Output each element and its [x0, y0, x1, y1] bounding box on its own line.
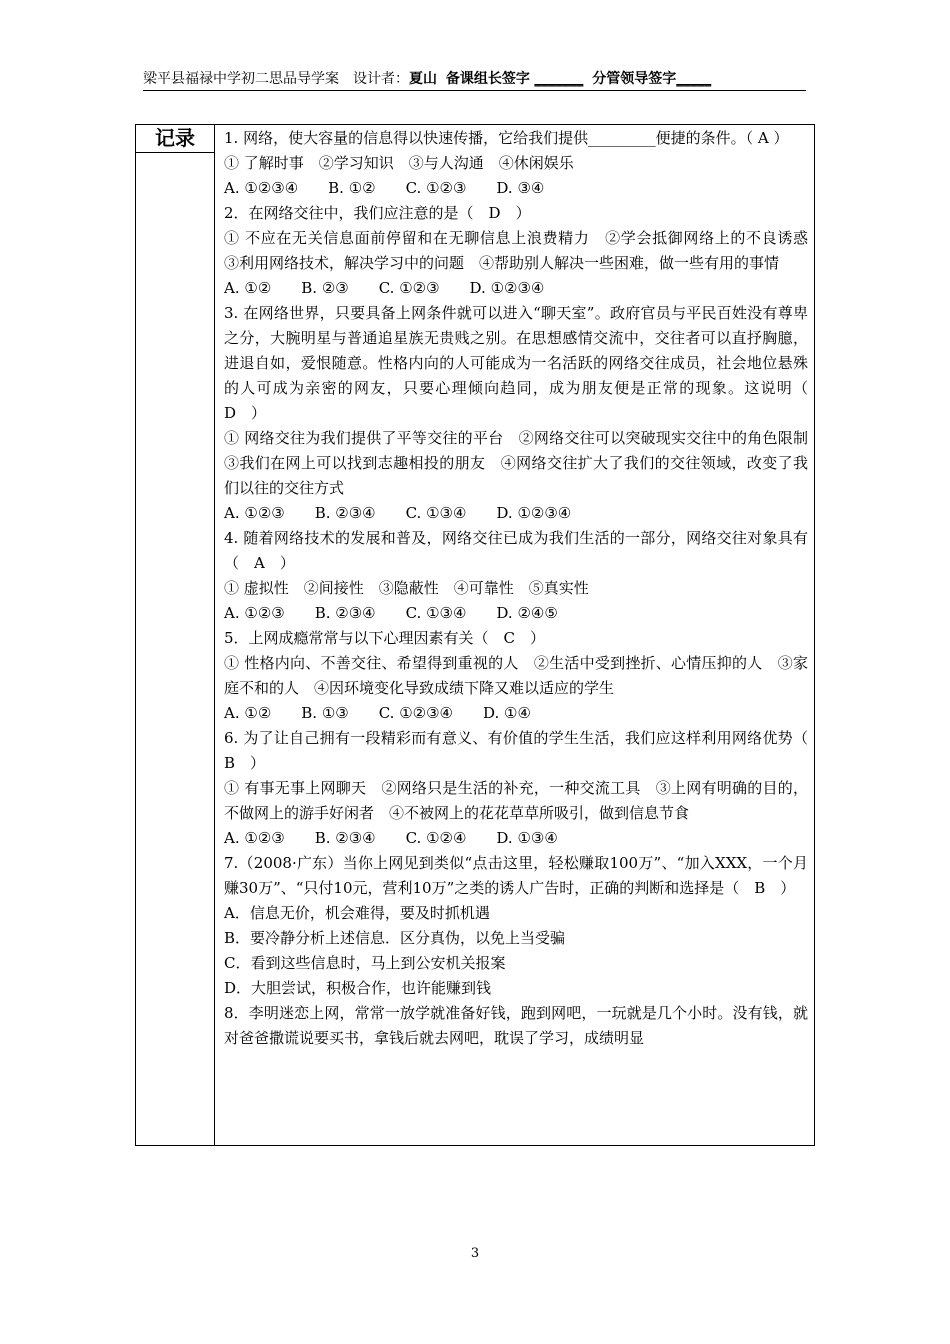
content-line: 5．上网成瘾常常与以下心理因素有关（ C ）	[224, 629, 546, 647]
content-line: 1. 网络，使大容量的信息得以快速传播，它给我们提供_________便捷的条件。（ A ）	[224, 129, 789, 147]
page-number: 3	[470, 1246, 480, 1261]
content-line: 3. 在网络世界，只要具备上网条件就可以进入“聊天室”。政府官员与平民百姓没有尊卑之分，大腕明星与普通追星族无贵贱之别。在思想感情交流中，交往者可以直抒胸臆，进退自如，爱恨随意。性格内向的人可能成为一名活跃的网络交往成员，社会地位悬殊的人可成为亲密的网友，只要心理倾向趋同，成为朋友便是正常的现象。这说明（ D ）	[224, 304, 824, 422]
content-line: ① 性格内向、不善交往、希望得到重视的人 ②生活中受到挫折、心情压抑的人 ③家庭不和的人 ④因环境变化导致成绩下降又难以适应的学生	[224, 654, 808, 697]
content-line: ① 虚拟性 ②间接性 ③隐蔽性 ④可靠性 ⑤真实性	[224, 579, 589, 597]
question-content	[224, 126, 824, 1051]
content-line: ① 了解时事 ②学习知识 ③与人沟通 ④休闲娱乐	[224, 154, 574, 172]
content-line: C．看到这些信息时，马上到公安机关报案	[224, 954, 506, 972]
content-line: A．信息无价，机会难得，要及时抓机遇	[224, 904, 490, 922]
content-line: A. ①②③ B. ②③④ C. ①②④ D. ①③④	[224, 829, 558, 847]
designer-label: 设计者：	[353, 71, 409, 87]
content-line: D．大胆尝试，积极合作，也许能赚到钱	[224, 979, 492, 997]
designer-name: 夏山	[409, 71, 437, 87]
content-line: 4. 随着网络技术的发展和普及，网络交往已成为我们生活的一部分，网络交往对象具有（ A ）	[224, 529, 808, 572]
content-line: A. ①② B. ②③ C. ①②③ D. ①②③④	[224, 279, 545, 297]
content-line: A. ①②③④ B. ①② C. ①②③ D. ③④	[224, 179, 545, 197]
content-line: A. ①② B. ①③ C. ①②③④ D. ①④	[224, 704, 531, 722]
content-line: ① 不应在无关信息面前停留和在无聊信息上浪费精力 ②学会抵御网络上的不良诱惑 ③利用网络技术，解决学习中的问题 ④帮助别人解决一些困难，做一些有用的事情	[224, 229, 824, 272]
content-line: 6. 为了让自己拥有一段精彩而有意义、有价值的学生生活，我们应这样利用网络优势（ B ）	[224, 729, 824, 772]
record-label: 记录	[136, 125, 214, 153]
manager-sign-label: 分管领导签字	[592, 71, 677, 87]
content-line: 7.（2008·广东）当你上网见到类似“点击这里，轻松赚取100万”、“加入XXX，一个月赚30万”、“只付10元，营利10万”之类的诱人广告时，正确的判断和选择是（ B ）	[224, 854, 808, 897]
page-header	[143, 68, 806, 91]
school-title: 梁平县福禄中学初二思品导学案	[143, 71, 339, 87]
content-line: A. ①②③ B. ②③④ C. ①③④ D. ①②③④	[224, 504, 572, 522]
content-line: ① 网络交往为我们提供了平等交往的平台 ②网络交往可以突破现实交往中的角色限制 ③我们在网上可以找到志趣相投的朋友 ④网络交往扩大了我们的交往领域，改变了我们以往的交往方式	[224, 429, 824, 497]
content-line: B．要冷静分析上述信息．区分真伪，以免上当受骗	[224, 929, 566, 947]
content-line: 8．李明迷恋上网，常常一放学就准备好钱，跑到网吧，一玩就是几个小时。没有钱，就对爸爸撒谎说要买书，拿钱后就去网吧，耽误了学习，成绩明显	[224, 1004, 808, 1047]
content-line: 2．在网络交往中，我们应注意的是（ D ）	[224, 204, 531, 222]
record-table	[135, 124, 824, 1146]
label-column	[136, 125, 215, 1145]
content-line: ① 有事无事上网聊天 ②网络只是生活的补充，一种交流工具 ③上网有明确的目的，不做网上的游手好闲者 ④不被网上的花花草草所吸引，做到信息节食	[224, 779, 808, 822]
content-line: A. ①②③ B. ②③④ C. ①③④ D. ②④⑤	[224, 604, 558, 622]
leader-sign-blank: _______	[534, 71, 584, 87]
leader-sign-label: 备课组长签字	[445, 71, 530, 87]
manager-sign-blank: _____	[676, 71, 712, 87]
